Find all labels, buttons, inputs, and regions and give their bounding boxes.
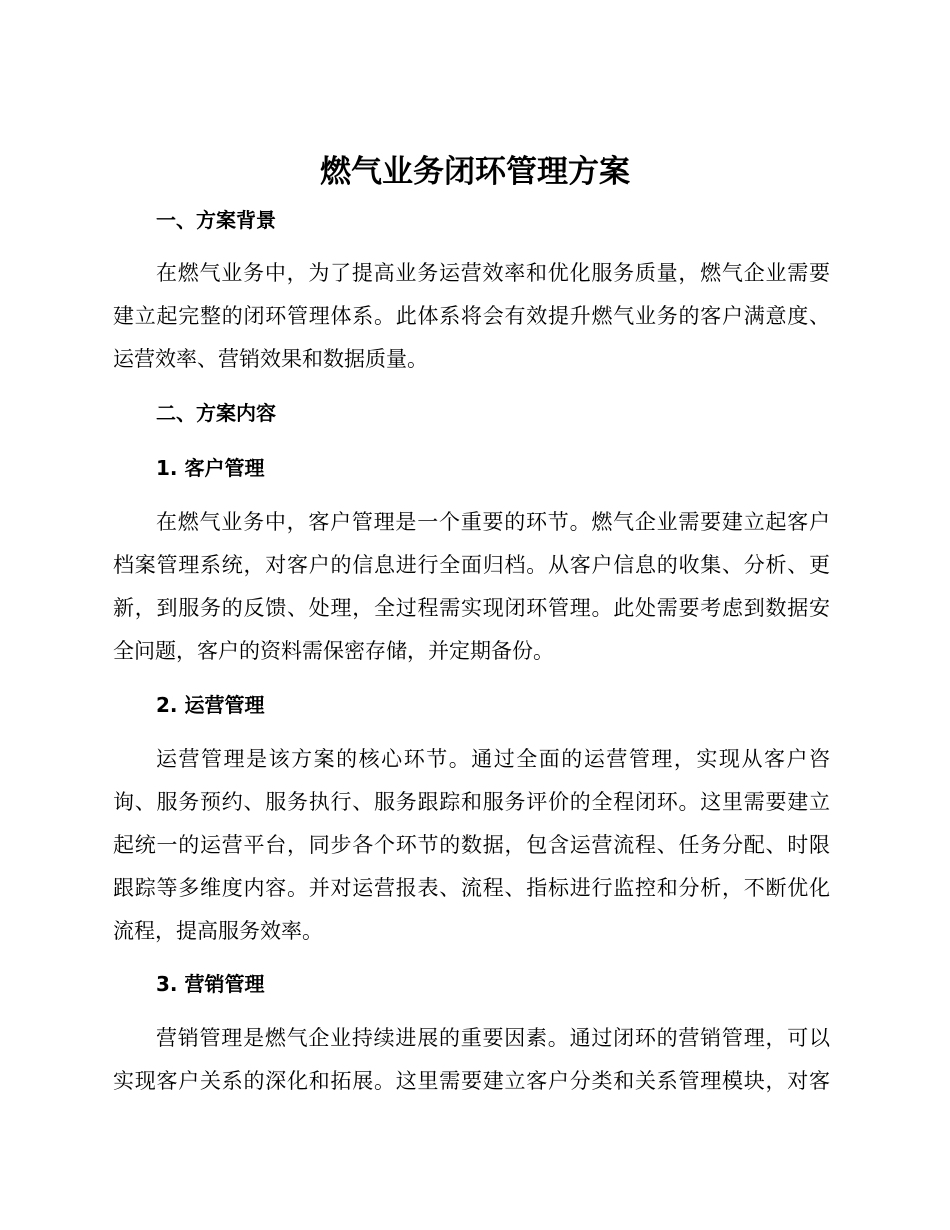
- subsection-heading-operations: 2. 运营管理: [156, 693, 265, 717]
- paragraph-line: 询、服务预约、服务执行、服务跟踪和服务评价的全程闭环。这里需要建立: [113, 790, 830, 814]
- section-heading-content: 二、方案内容: [156, 401, 276, 425]
- paragraph-line: 起统一的运营平台，同步各个环节的数据，包含运营流程、任务分配、时限: [113, 833, 830, 857]
- paragraph-line: 跟踪等多维度内容。并对运营报表、流程、指标进行监控和分析，不断优化: [113, 876, 830, 900]
- paragraph-line: 运营效率、营销效果和数据质量。: [113, 347, 428, 371]
- paragraph-line: 在燃气业务中，客户管理是一个重要的环节。燃气企业需要建立起客户: [156, 510, 830, 534]
- paragraph-line: 全问题，客户的资料需保密存储，并定期备份。: [113, 639, 554, 663]
- paragraph-line: 档案管理系统，对客户的信息进行全面归档。从客户信息的收集、分析、更: [113, 553, 830, 577]
- subsection-heading-customer: 1. 客户管理: [156, 456, 265, 480]
- paragraph-line: 流程，提高服务效率。: [113, 919, 323, 943]
- paragraph-line: 新，到服务的反馈、处理，全过程需实现闭环管理。此处需要考虑到数据安: [113, 596, 830, 620]
- paragraph-operations: [113, 738, 830, 953]
- paragraph-line: 运营管理是该方案的核心环节。通过全面的运营管理，实现从客户咨: [156, 747, 830, 771]
- section-heading-background: 一、方案背景: [156, 208, 276, 232]
- paragraph-line: 在燃气业务中，为了提高业务运营效率和优化服务质量，燃气企业需要: [156, 261, 830, 285]
- paragraph-line: 建立起完整的闭环管理体系。此体系将会有效提升燃气业务的客户满意度、: [113, 304, 830, 328]
- subsection-heading-marketing: 3. 营销管理: [156, 972, 265, 996]
- paragraph-line: 实现客户关系的深化和拓展。这里需要建立客户分类和关系管理模块，对客: [113, 1069, 830, 1093]
- paragraph-background: [113, 252, 830, 381]
- paragraph-customer: [113, 501, 830, 673]
- paragraph-marketing: [113, 1017, 830, 1103]
- document-title: 燃气业务闭环管理方案: [320, 154, 630, 190]
- paragraph-line: 营销管理是燃气企业持续进展的重要因素。通过闭环的营销管理，可以: [156, 1026, 830, 1050]
